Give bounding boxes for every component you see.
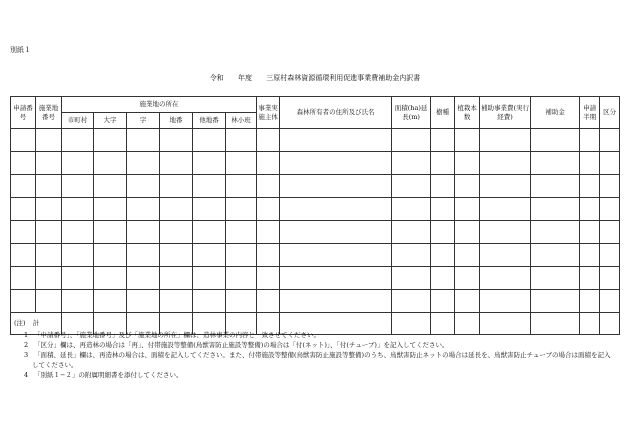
- table-cell[interactable]: [600, 129, 620, 152]
- header-site-no: 施業地番号: [36, 97, 62, 129]
- table-body: [11, 129, 620, 335]
- header-application-no: 申請番号: [11, 97, 36, 129]
- table-cell[interactable]: [226, 129, 257, 152]
- table-cell[interactable]: [280, 198, 392, 221]
- table-cell[interactable]: [226, 175, 257, 198]
- table-cell[interactable]: [193, 244, 226, 267]
- notes: [14, 318, 614, 380]
- note-number: 2: [24, 341, 29, 350]
- table-cell[interactable]: [62, 175, 94, 198]
- table-cell[interactable]: [11, 290, 36, 313]
- table-cell[interactable]: [11, 129, 36, 152]
- header-cost: 補助事業費(実行経費): [480, 97, 531, 129]
- table-cell[interactable]: [11, 221, 36, 244]
- header-location-group: 施業地の所在: [62, 97, 257, 113]
- table-cell[interactable]: [392, 267, 431, 290]
- table-row: [11, 175, 620, 198]
- table-cell[interactable]: [36, 152, 62, 175]
- table-cell[interactable]: [127, 244, 160, 267]
- table-cell[interactable]: [431, 290, 455, 313]
- table-cell[interactable]: [193, 221, 226, 244]
- table-cell[interactable]: [226, 221, 257, 244]
- table-cell[interactable]: [480, 244, 531, 267]
- table-cell[interactable]: [127, 267, 160, 290]
- table-cell[interactable]: [257, 175, 280, 198]
- note-text: 「区分」欄は、再造林の場合は「再」、付帯施設等整備(鳥獣害防止施設等整備)の場合は「付(ネット)」、「付(チューブ)」を記入してください。: [34, 341, 449, 350]
- note-text: 「面積、延長」欄は、再造林の場合は、面積を記入してください。また、付帯施設等整備(鳥獣害防止施設等整備)のうち、鳥獣害防止ネットの場合は延長を、鳥獣害防止チューブの場合は面積を記入してください。: [32, 351, 611, 370]
- table-row: [11, 152, 620, 175]
- table-cell[interactable]: [580, 290, 600, 313]
- table-cell[interactable]: [127, 198, 160, 221]
- table-cell[interactable]: [257, 129, 280, 152]
- table-cell[interactable]: [193, 290, 226, 313]
- table-cell[interactable]: [193, 267, 226, 290]
- header-lot-no: 地番: [160, 113, 193, 129]
- table-cell[interactable]: [94, 221, 127, 244]
- note-number: 4: [24, 371, 29, 380]
- table-cell[interactable]: [11, 175, 36, 198]
- note-text: 「申請番号」、「施業地番号」及び「施業地の所在」欄は、造林事業の内容と一致させてください。: [34, 331, 320, 340]
- table-cell[interactable]: [94, 152, 127, 175]
- table-cell[interactable]: [94, 267, 127, 290]
- table-cell[interactable]: [94, 244, 127, 267]
- table-cell[interactable]: [11, 267, 36, 290]
- table-cell[interactable]: [531, 221, 580, 244]
- table-cell[interactable]: [36, 198, 62, 221]
- table-cell[interactable]: [480, 129, 531, 152]
- table-cell[interactable]: [392, 152, 431, 175]
- table-cell[interactable]: [94, 175, 127, 198]
- table-cell[interactable]: [580, 267, 600, 290]
- table-cell[interactable]: [62, 129, 94, 152]
- page-label: 別紙１: [10, 46, 31, 54]
- table-cell[interactable]: [392, 290, 431, 313]
- table-cell[interactable]: [257, 290, 280, 313]
- header-planted: 植栽本数: [455, 97, 480, 129]
- table-cell[interactable]: [600, 244, 620, 267]
- table-cell[interactable]: [94, 198, 127, 221]
- table-cell[interactable]: [431, 152, 455, 175]
- table-cell[interactable]: [257, 244, 280, 267]
- table-cell[interactable]: [94, 129, 127, 152]
- header-subsidy: 補助金: [531, 97, 580, 129]
- table-cell[interactable]: [160, 290, 193, 313]
- table-row: [11, 290, 620, 313]
- header-implementer: 事業実施主体: [257, 97, 280, 129]
- table-cell[interactable]: [226, 198, 257, 221]
- table-row: [11, 244, 620, 267]
- table-cell[interactable]: [62, 198, 94, 221]
- table-cell[interactable]: [160, 198, 193, 221]
- table-cell[interactable]: [127, 129, 160, 152]
- table-cell[interactable]: [36, 129, 62, 152]
- table-cell[interactable]: [127, 152, 160, 175]
- table-cell[interactable]: [11, 244, 36, 267]
- table-cell[interactable]: [531, 290, 580, 313]
- table-cell[interactable]: [431, 175, 455, 198]
- table-row: [11, 267, 620, 290]
- table-cell[interactable]: [455, 198, 480, 221]
- table-cell[interactable]: [160, 175, 193, 198]
- table-cell[interactable]: [600, 267, 620, 290]
- breakdown-table: [10, 96, 620, 335]
- note-item: [14, 370, 614, 380]
- table-cell[interactable]: [280, 152, 392, 175]
- table-cell[interactable]: [36, 244, 62, 267]
- table-cell[interactable]: [257, 267, 280, 290]
- header-species: 樹種: [431, 97, 455, 129]
- title-main: 三原村森林資源循環利用促進事業費補助金内訳書: [266, 74, 421, 82]
- table-cell[interactable]: [392, 221, 431, 244]
- table-cell[interactable]: [127, 290, 160, 313]
- table-cell[interactable]: [280, 244, 392, 267]
- table-cell[interactable]: [392, 198, 431, 221]
- table-cell[interactable]: [455, 175, 480, 198]
- table-cell[interactable]: [127, 221, 160, 244]
- table-cell[interactable]: [193, 129, 226, 152]
- table-cell[interactable]: [193, 152, 226, 175]
- table-row: [11, 221, 620, 244]
- table-cell[interactable]: [127, 175, 160, 198]
- table-cell[interactable]: [36, 175, 62, 198]
- table-cell[interactable]: [62, 244, 94, 267]
- table-cell[interactable]: [280, 175, 392, 198]
- table-cell[interactable]: [11, 152, 36, 175]
- table-cell[interactable]: [480, 152, 531, 175]
- header-area: 面積(ha)延長(m): [392, 97, 431, 129]
- table-cell[interactable]: [600, 221, 620, 244]
- table-cell[interactable]: [580, 244, 600, 267]
- header-oaza: 大字: [94, 113, 127, 129]
- notes-heading: (注): [14, 319, 26, 327]
- note-item: [14, 340, 614, 350]
- table-cell[interactable]: [36, 267, 62, 290]
- title-year: 年度: [238, 74, 252, 82]
- table-cell[interactable]: [160, 129, 193, 152]
- table-cell[interactable]: [455, 152, 480, 175]
- table-cell[interactable]: [531, 267, 580, 290]
- table-cell[interactable]: [257, 152, 280, 175]
- table-cell[interactable]: [392, 129, 431, 152]
- note-number: 1: [24, 331, 29, 340]
- title-era: 令和: [209, 74, 224, 82]
- table-cell[interactable]: [392, 175, 431, 198]
- table-cell[interactable]: [455, 290, 480, 313]
- table-cell[interactable]: [36, 290, 62, 313]
- table-cell[interactable]: [455, 221, 480, 244]
- table-cell[interactable]: [580, 221, 600, 244]
- table-cell[interactable]: [531, 152, 580, 175]
- table-cell[interactable]: [280, 267, 392, 290]
- note-text: 「別紙１−２」の附属明細書を添付してください。: [34, 371, 183, 380]
- table-cell[interactable]: [226, 267, 257, 290]
- header-municipality: 市町村: [62, 113, 94, 129]
- table-cell[interactable]: [480, 267, 531, 290]
- table-cell[interactable]: [531, 129, 580, 152]
- table-cell[interactable]: [600, 198, 620, 221]
- note-item: [14, 350, 614, 370]
- table-cell[interactable]: [531, 244, 580, 267]
- table-cell[interactable]: [160, 152, 193, 175]
- table-cell[interactable]: [62, 152, 94, 175]
- table-cell[interactable]: [160, 267, 193, 290]
- table-cell[interactable]: [11, 198, 36, 221]
- table-cell[interactable]: [531, 198, 580, 221]
- table-cell[interactable]: [226, 290, 257, 313]
- table-cell[interactable]: [62, 221, 94, 244]
- table-cell[interactable]: [160, 221, 193, 244]
- table-cell[interactable]: [280, 290, 392, 313]
- table-cell[interactable]: [480, 290, 531, 313]
- table-cell[interactable]: [36, 221, 62, 244]
- table-cell[interactable]: [193, 175, 226, 198]
- document-title: [0, 73, 630, 83]
- header-owner: 森林所有者の住所及び氏名: [280, 97, 392, 129]
- table-cell[interactable]: [431, 267, 455, 290]
- table-cell[interactable]: [480, 221, 531, 244]
- table-cell[interactable]: [62, 290, 94, 313]
- table-cell[interactable]: [580, 152, 600, 175]
- total-label: 計: [11, 313, 62, 335]
- table-cell[interactable]: [431, 221, 455, 244]
- table-cell[interactable]: [600, 290, 620, 313]
- header-aza: 字: [127, 113, 160, 129]
- table-cell[interactable]: [431, 198, 455, 221]
- table-row: [11, 198, 620, 221]
- table-cell[interactable]: [94, 290, 127, 313]
- table-cell[interactable]: [455, 267, 480, 290]
- table-cell[interactable]: [600, 175, 620, 198]
- table-cell[interactable]: [455, 244, 480, 267]
- table-cell[interactable]: [62, 267, 94, 290]
- table-cell[interactable]: [193, 198, 226, 221]
- header-category: 区分: [600, 97, 620, 129]
- table-cell[interactable]: [257, 198, 280, 221]
- table-cell[interactable]: [280, 129, 392, 152]
- table-cell[interactable]: [600, 152, 620, 175]
- note-number: 3: [24, 351, 29, 360]
- table-cell[interactable]: [580, 175, 600, 198]
- header-forest-sub: 林小班: [226, 113, 257, 129]
- table-row: [11, 129, 620, 152]
- table-cell[interactable]: [226, 152, 257, 175]
- header-other-lot: 他地番: [193, 113, 226, 129]
- table-cell[interactable]: [455, 129, 480, 152]
- table-cell[interactable]: [480, 198, 531, 221]
- table-cell[interactable]: [580, 129, 600, 152]
- header-half: 申請半期: [580, 97, 600, 129]
- table-cell[interactable]: [226, 244, 257, 267]
- table-cell[interactable]: [531, 175, 580, 198]
- table-cell[interactable]: [480, 175, 531, 198]
- table-cell[interactable]: [392, 244, 431, 267]
- table-cell[interactable]: [431, 244, 455, 267]
- note-item: [14, 330, 614, 340]
- table-cell[interactable]: [160, 244, 193, 267]
- table-cell[interactable]: [257, 221, 280, 244]
- table-cell[interactable]: [580, 198, 600, 221]
- table-cell[interactable]: [280, 221, 392, 244]
- table-cell[interactable]: [431, 129, 455, 152]
